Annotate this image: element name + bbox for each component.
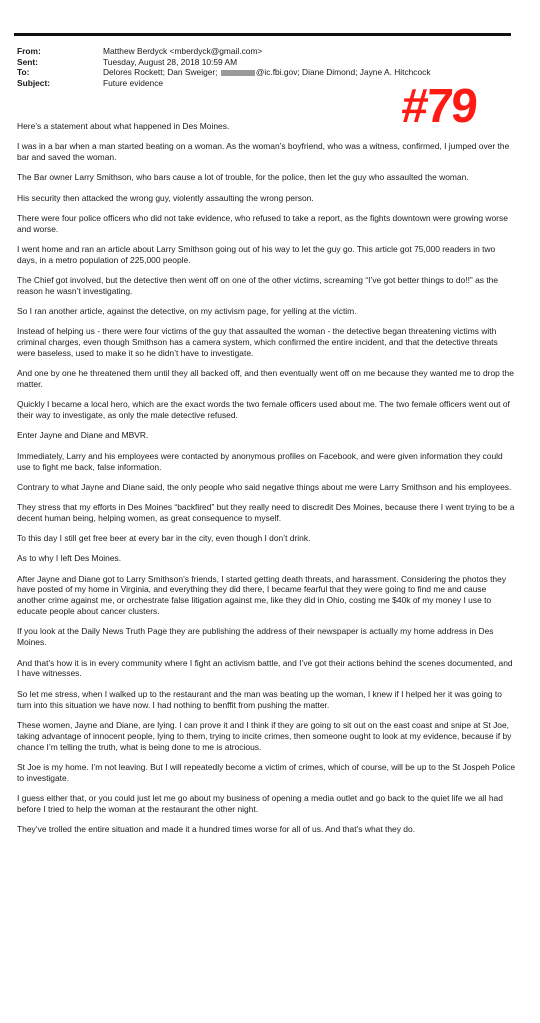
body-paragraph: After Jayne and Diane got to Larry Smithson’s friends, I started getting death threats, and harassment. Considering the photos they have posted of my home in Virginia, and everything they did there, I became fearful that they were going to find me and cause another crime against me, or orchestrate false litigation against me, like they did in Ohio, costing me $40k of my money I use to educate people about cancer clusters. <box>17 573 507 617</box>
body-paragraph: These women, Jayne and Diane, are lying. I can prove it and I think if they are going to sit out on the east coast and snipe at St Joe, taking advantage of innocent people, lying to them, trying to incite crimes, then someone ought to look at my evidence, because if by chance I’m telling the truth, what is being done to me is atrocious. <box>17 719 512 752</box>
body-paragraph: Immediately, Larry and his employees were contacted by anonymous profiles on Facebook, and were given information they could use to fight me back, false information. <box>17 450 503 472</box>
exhibit-number-stamp: #79 <box>399 80 478 133</box>
header-top-rule <box>14 33 511 36</box>
email-body <box>17 121 517 844</box>
from-value: Matthew Berdyck <mberdyck@gmail.com> <box>103 46 263 56</box>
body-paragraph: St Joe is my home. I’m not leaving. But I will repeatedly become a victim of crimes, which of course, will be up to the St Jospeh Police to investigate. <box>17 761 516 783</box>
subject-label: Subject: <box>17 77 51 88</box>
body-paragraph: So I ran another article, against the detective, on my activism page, for yelling at the victim. <box>17 306 357 317</box>
redaction-block <box>221 70 255 76</box>
body-paragraph: Enter Jayne and Diane and MBVR. <box>17 430 149 441</box>
sent-label: Sent: <box>17 56 38 67</box>
to-recipients-rest: @ic.fbi.gov; Diane Dimond; Jayne A. Hitchcock <box>255 67 431 77</box>
body-paragraph: His security then attacked the wrong guy, violently assaulting the wrong person. <box>17 192 314 203</box>
body-paragraph: As to why I left Des Moines. <box>17 553 122 564</box>
body-paragraph: If you look at the Daily News Truth Page they are publishing the address of their newspaper is actually my home address in Des Moines. <box>17 626 494 648</box>
subject-value: Future evidence <box>103 77 164 88</box>
from-row <box>17 46 497 57</box>
from-label: From: <box>17 46 41 56</box>
body-paragraph: They stress that my efforts in Des Moines “backfired” but they really need to discredit Des Moines, because there I went trying to be a decent human being, helping women, as great consequence to myself. <box>17 502 515 523</box>
to-label: To: <box>17 67 30 77</box>
body-paragraph: And one by one he threatened them until they all backed off, and then eventually went off on me because they wanted me to drop the matter. <box>17 368 514 390</box>
body-paragraph: The Bar owner Larry Smithson, who bars cause a lot of trouble, for the police, then let the guy who assaulted the woman. <box>17 172 469 183</box>
body-paragraph: I went home and ran an article about Larry Smithson going out of his way to let the guy go. This article got 75,000 readers in two days, in a metro population of 225,000 people. <box>17 243 496 265</box>
sent-row <box>17 57 497 68</box>
body-paragraph: I was in a bar when a man started beating on a woman. As the woman’s boyfriend, who was a witness, confirmed, I jumped over the bar and saved the woman. <box>17 141 510 163</box>
body-paragraph: So let me stress, when I walked up to the restaurant and the man was beating up the woman, I knew if I helped her it was going to turn into this situation we have now. I had nothing to benffit from pushing the matter. <box>17 688 502 710</box>
body-paragraph: Quickly I became a local hero, which are the exact words the two female officers used about me. The two female officers went out of their way to investigate, as only the male detective refused. <box>17 399 510 421</box>
body-paragraph: Here’s a statement about what happened in Des Moines. <box>17 121 230 131</box>
body-paragraph: And that’s how it is in every community where I fight an activism battle, and I’ve got their actions behind the scenes documented, and I have witnesses. <box>17 657 513 679</box>
to-value <box>103 67 497 78</box>
body-paragraph: They’ve trolled the entire situation and made it a hundred times worse for all of us. And that’s what they do. <box>17 824 416 834</box>
body-paragraph: There were four police officers who did not take evidence, who refused to take a report, as the fights downtown were growing worse and worse. <box>17 212 508 234</box>
sent-value: Tuesday, August 28, 2018 10:59 AM <box>103 56 238 67</box>
body-paragraph: The Chief got involved, but the detective then went off on one of the other victims, screaming “I’ve got better things to do!!” as the reason he wasn’t investigating. <box>17 274 499 296</box>
body-paragraph: To this day I still get free beer at every bar in the city, even though I don’t drink. <box>17 533 311 544</box>
body-paragraph: Instead of helping us - there were four victims of the guy that assaulted the woman - the detective began threatening victims with criminal charges, even though Smithson has a camera system, which confirmed the entire incident, and that the detective threats were baseless, used to make it so he didn’t have to investigate. <box>17 326 498 359</box>
to-recipients-first: Delores Rockett; Dan Sweiger; <box>103 67 218 77</box>
to-row <box>17 67 497 78</box>
body-paragraph: I guess either that, or you could just let me go about my business of opening a media outlet and go back to the quiet life we all had before I tried to help the woman at the restaurant the other night. <box>17 792 503 814</box>
body-paragraph: Contrary to what Jayne and Diane said, the only people who said negative things about me were Larry Smithson and his employees. <box>17 481 512 492</box>
